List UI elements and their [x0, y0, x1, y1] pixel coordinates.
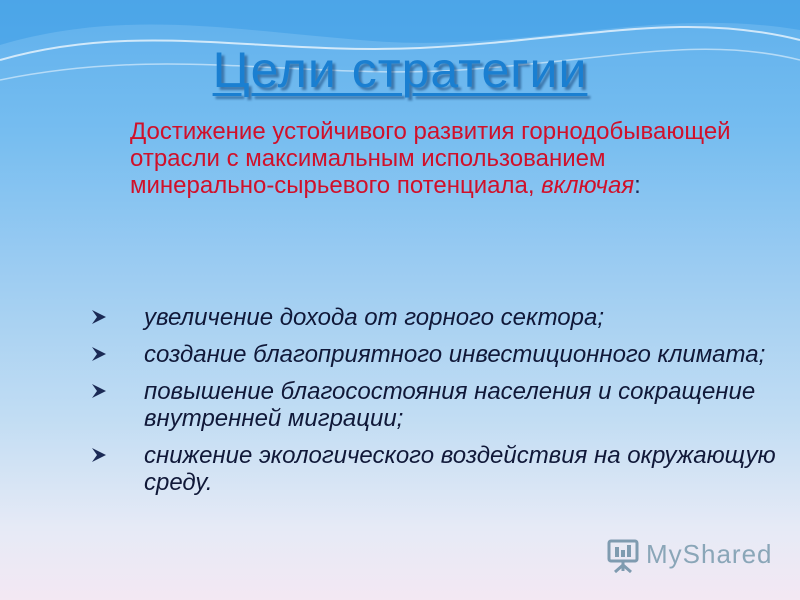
- intro-italic-text: включая: [541, 172, 635, 199]
- presentation-board-icon: [606, 535, 640, 573]
- intro-main-text: Достижение устойчивого развития горнодобывающей отрасли с максимальным использованием минерально-сырьевого потенциала,: [130, 118, 731, 199]
- slide-title: Цели стратегии: [212, 42, 588, 98]
- list-item-text: повышение благосостояния населения и сокращение внутренней миграции;: [144, 378, 756, 432]
- watermark: [606, 534, 773, 574]
- list-item: [90, 378, 780, 432]
- intro-text: [130, 118, 750, 199]
- list-item: [90, 442, 780, 496]
- goals-list: [90, 304, 780, 506]
- list-item-text: создание благоприятного инвестиционного климата;: [144, 341, 766, 368]
- list-item: [90, 341, 780, 368]
- list-item-text: увеличение дохода от горного сектора;: [144, 304, 605, 331]
- arrow-bullet-icon: [90, 382, 108, 400]
- intro-colon: :: [634, 172, 641, 199]
- arrow-bullet-icon: [90, 308, 108, 326]
- list-item-text: снижение экологического воздействия на окружающую среду.: [144, 442, 776, 496]
- list-item: [90, 304, 780, 331]
- arrow-bullet-icon: [90, 345, 108, 363]
- watermark-text: MyShared: [646, 538, 773, 569]
- arrow-bullet-icon: [90, 446, 108, 464]
